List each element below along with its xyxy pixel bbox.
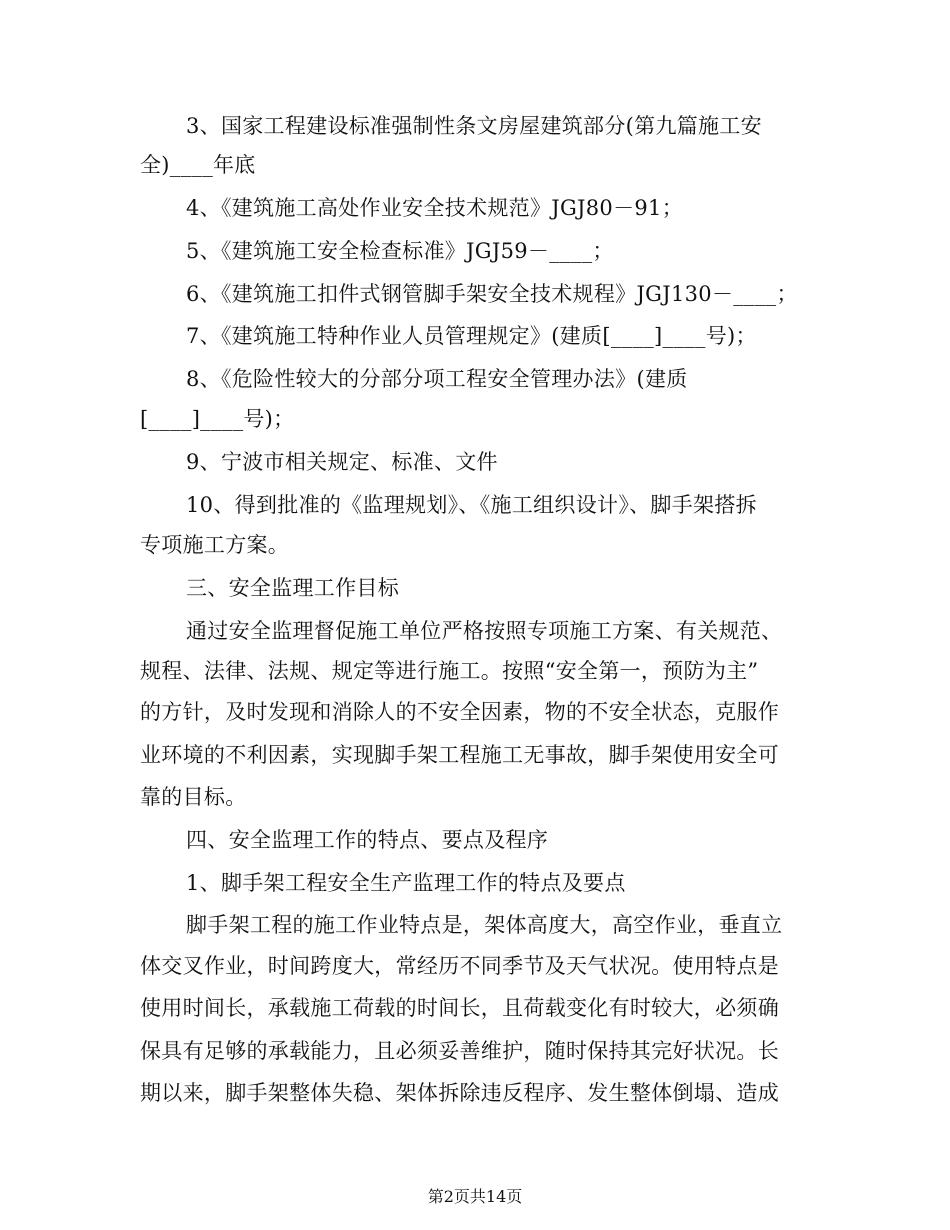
paragraph-features-line-1: 脚手架工程的施工作业特点是，架体高度大，高空作业，垂直立 [186, 913, 783, 937]
list-item-10-continued: 专项施工方案。 [140, 533, 290, 557]
list-item-4: 4、《建筑施工高处作业安全技术规范》JGJ80－91； [186, 196, 684, 220]
paragraph-features-line-2: 体交叉作业，时间跨度大，常经历不同季节及天气状况。使用特点是 [140, 954, 779, 978]
paragraph-goals-line-3: 的方针，及时发现和消除人的不安全因素，物的不安全状态，克服作 [140, 700, 779, 724]
paragraph-features-line-5: 期以来，脚手架整体失稳、架体拆除违反程序、发生整体倒塌、造成 [140, 1081, 779, 1105]
list-item-7: 7、《建筑施工特种作业人员管理规定》(建质[____]____号)； [186, 324, 757, 348]
list-item-8: 8、《危险性较大的分部分项工程安全管理办法》(建质 [186, 367, 688, 391]
subsection-heading-1: 1、脚手架工程安全生产监理工作的特点及要点 [186, 871, 626, 895]
section-heading-goals: 三、安全监理工作目标 [186, 576, 399, 600]
list-item-8-continued: [____]____号)； [140, 407, 295, 431]
section-heading-features: 四、安全监理工作的特点、要点及程序 [186, 828, 549, 852]
list-item-3: 3、国家工程建设标准强制性条文房屋建筑部分(第九篇施工安 [186, 114, 762, 138]
page-number: 第2页共14页 [427, 1187, 523, 1206]
paragraph-goals-line-1: 通过安全监理督促施工单位严格按照专项施工方案、有关规范、 [186, 619, 783, 643]
paragraph-features-line-3: 使用时间长，承载施工荷载的时间长，且荷载变化有时较大，必须确 [140, 996, 779, 1020]
paragraph-goals-line-2: 规程、法律、法规、规定等进行施工。按照“安全第一，预防为主” [140, 659, 759, 683]
list-item-10: 10、得到批准的《监理规划》、《施工组织设计》、脚手架搭拆 [186, 493, 757, 517]
paragraph-goals-line-4: 业环境的不利因素，实现脚手架工程施工无事故，脚手架使用安全可 [140, 743, 779, 767]
paragraph-goals-line-5: 靠的目标。 [140, 785, 247, 809]
paragraph-features-line-4: 保具有足够的承载能力，且必须妥善维护，随时保持其完好状况。长 [140, 1039, 779, 1063]
list-item-3-continued: 全)____年底 [140, 153, 256, 177]
list-item-9: 9、宁波市相关规定、标准、文件 [186, 450, 498, 474]
list-item-6: 6、《建筑施工扣件式钢管脚手架安全技术规程》JGJ130－____； [186, 282, 798, 306]
list-item-5: 5、《建筑施工安全检查标准》JGJ59－____； [186, 239, 614, 263]
